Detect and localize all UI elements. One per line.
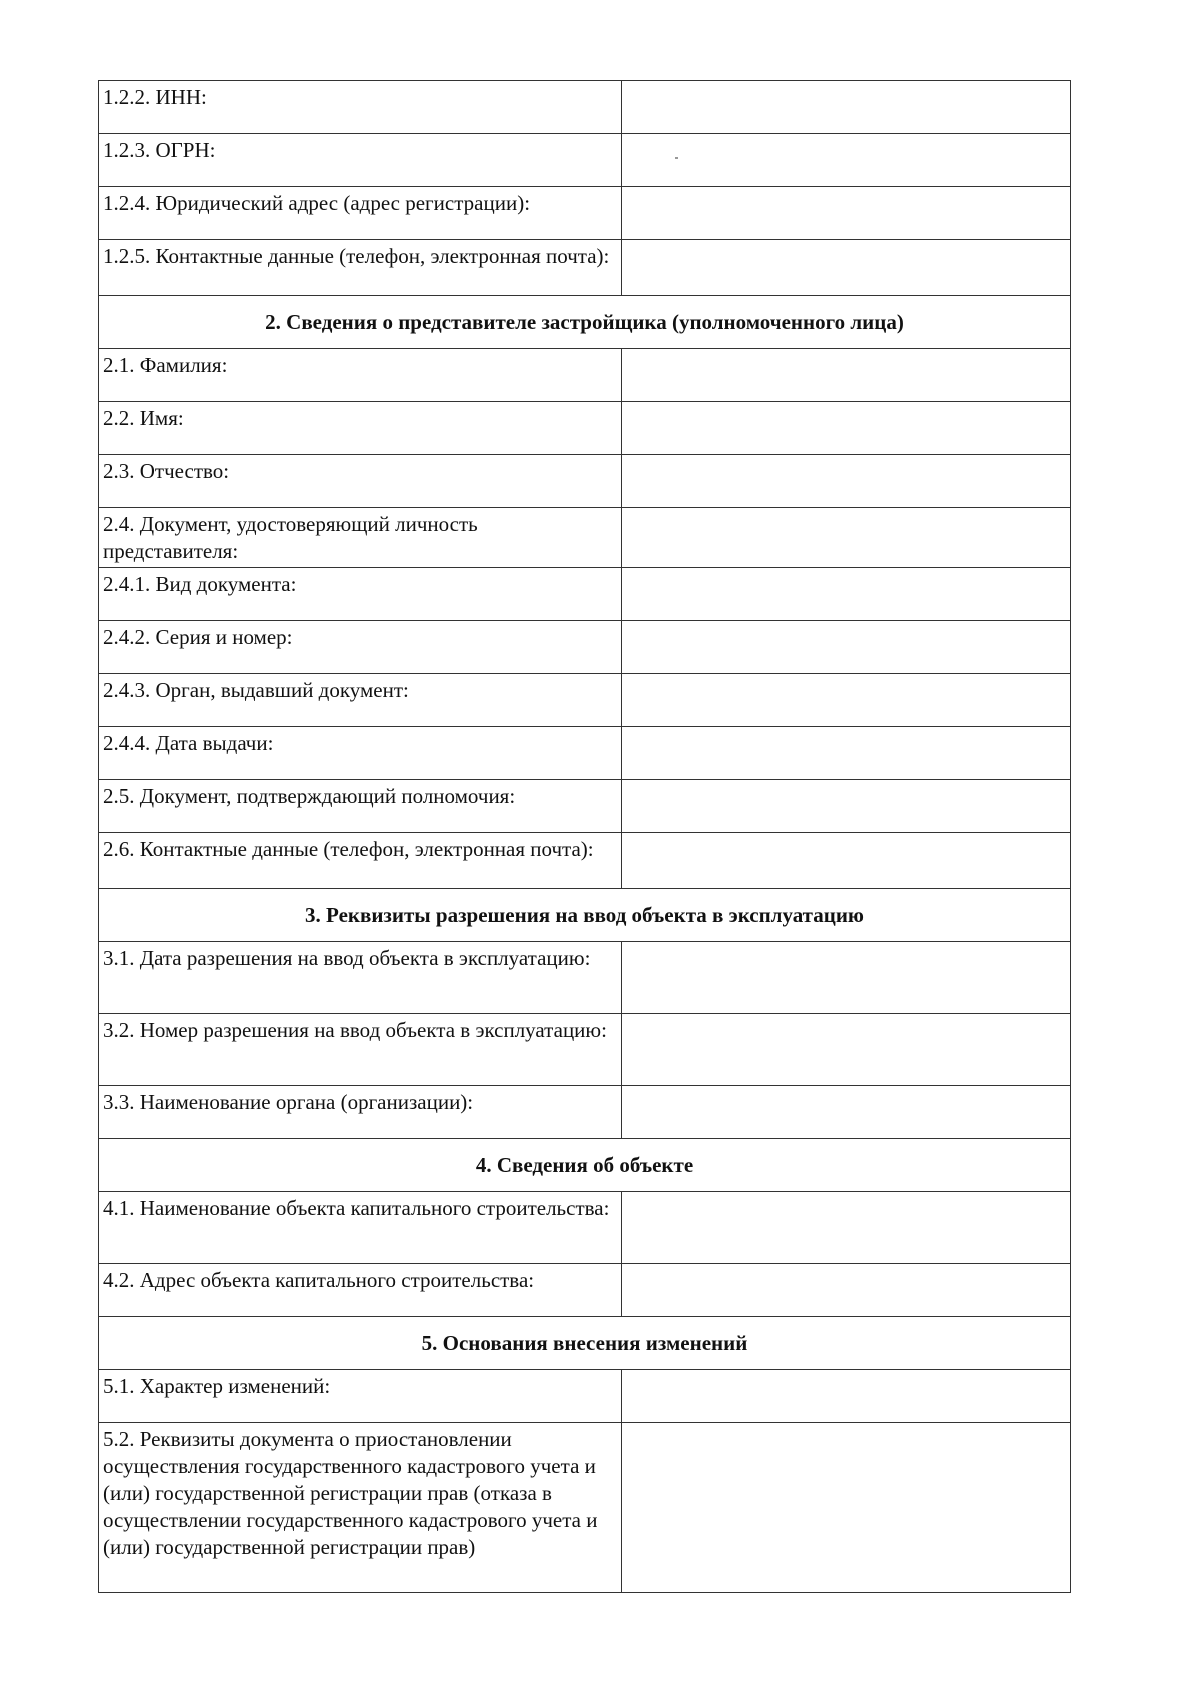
form-row-change-nature: [99, 1370, 1071, 1423]
form-row-object-name: [99, 1192, 1071, 1264]
field-label-ogrn: 1.2.3. ОГРН:: [99, 134, 622, 187]
field-value-surname[interactable]: [622, 349, 1071, 402]
section-heading-representative: 2. Сведения о представителе застройщика (уполномоченного лица): [99, 296, 1071, 349]
field-value-identity-document[interactable]: [622, 508, 1071, 568]
field-label-company-contacts: 1.2.5. Контактные данные (телефон, электронная почта):: [99, 240, 622, 296]
form-row-legal-address: [99, 187, 1071, 240]
field-value-object-address[interactable]: [622, 1264, 1071, 1317]
field-label-object-name: 4.1. Наименование объекта капитального строительства:: [99, 1192, 622, 1264]
field-label-patronymic: 2.3. Отчество:: [99, 455, 622, 508]
form-row-object-address: [99, 1264, 1071, 1317]
form-row-issue-date: [99, 727, 1071, 780]
field-value-issuing-authority[interactable]: [622, 674, 1071, 727]
form-row-permit-date: [99, 942, 1071, 1014]
field-value-object-name[interactable]: [622, 1192, 1071, 1264]
application-form-table: [98, 80, 1071, 1593]
field-label-authority-name: 3.3. Наименование органа (организации):: [99, 1086, 622, 1139]
section-heading-row-4: [99, 1139, 1071, 1192]
field-value-representative-contacts[interactable]: [622, 833, 1071, 889]
field-value-permit-date[interactable]: [622, 942, 1071, 1014]
field-value-issue-date[interactable]: [622, 727, 1071, 780]
field-label-object-address: 4.2. Адрес объекта капитального строительства:: [99, 1264, 622, 1317]
form-row-inn: [99, 81, 1071, 134]
form-row-permit-number: [99, 1014, 1071, 1086]
field-value-authority-document[interactable]: [622, 780, 1071, 833]
field-value-document-type[interactable]: [622, 568, 1071, 621]
form-row-name: [99, 402, 1071, 455]
field-value-name[interactable]: [622, 402, 1071, 455]
field-value-permit-number[interactable]: [622, 1014, 1071, 1086]
field-value-authority-name[interactable]: [622, 1086, 1071, 1139]
form-row-authority-document: [99, 780, 1071, 833]
section-heading-grounds: 5. Основания внесения изменений: [99, 1317, 1071, 1370]
field-value-company-contacts[interactable]: [622, 240, 1071, 296]
field-value-patronymic[interactable]: [622, 455, 1071, 508]
field-value-suspension-document[interactable]: [622, 1423, 1071, 1593]
section-heading-row-5: [99, 1317, 1071, 1370]
field-label-inn: 1.2.2. ИНН:: [99, 81, 622, 134]
field-value-change-nature[interactable]: [622, 1370, 1071, 1423]
section-heading-row-3: [99, 889, 1071, 942]
field-label-authority-document: 2.5. Документ, подтверждающий полномочия:: [99, 780, 622, 833]
form-row-identity-document: [99, 508, 1071, 568]
section-heading-row-2: [99, 296, 1071, 349]
form-row-series-number: [99, 621, 1071, 674]
field-label-representative-contacts: 2.6. Контактные данные (телефон, электронная почта):: [99, 833, 622, 889]
form-row-ogrn: [99, 134, 1071, 187]
form-row-representative-contacts: [99, 833, 1071, 889]
field-label-name: 2.2. Имя:: [99, 402, 622, 455]
field-label-permit-date: 3.1. Дата разрешения на ввод объекта в эксплуатацию:: [99, 942, 622, 1014]
field-value-ogrn[interactable]: [622, 134, 1071, 187]
field-label-legal-address: 1.2.4. Юридический адрес (адрес регистрации):: [99, 187, 622, 240]
section-heading-permit: 3. Реквизиты разрешения на ввод объекта в эксплуатацию: [99, 889, 1071, 942]
field-label-series-number: 2.4.2. Серия и номер:: [99, 621, 622, 674]
field-label-permit-number: 3.2. Номер разрешения на ввод объекта в эксплуатацию:: [99, 1014, 622, 1086]
field-value-inn[interactable]: [622, 81, 1071, 134]
form-row-suspension-document: [99, 1423, 1071, 1593]
form-row-company-contacts: [99, 240, 1071, 296]
field-value-legal-address[interactable]: [622, 187, 1071, 240]
form-row-document-type: [99, 568, 1071, 621]
field-label-identity-document: 2.4. Документ, удостоверяющий личность представителя:: [99, 508, 622, 568]
form-row-surname: [99, 349, 1071, 402]
form-row-patronymic: [99, 455, 1071, 508]
form-row-issuing-authority: [99, 674, 1071, 727]
field-label-issuing-authority: 2.4.3. Орган, выдавший документ:: [99, 674, 622, 727]
field-value-series-number[interactable]: [622, 621, 1071, 674]
form-row-authority-name: [99, 1086, 1071, 1139]
field-label-document-type: 2.4.1. Вид документа:: [99, 568, 622, 621]
field-label-surname: 2.1. Фамилия:: [99, 349, 622, 402]
section-heading-object: 4. Сведения об объекте: [99, 1139, 1071, 1192]
field-label-suspension-document: 5.2. Реквизиты документа о приостановлении осуществления государственного кадастрового учета и (или) государственной регистрации прав (отказа в осуществлении государственного кадастрового учета и (или) государственной регистрации прав): [99, 1423, 622, 1593]
field-label-change-nature: 5.1. Характер изменений:: [99, 1370, 622, 1423]
field-label-issue-date: 2.4.4. Дата выдачи:: [99, 727, 622, 780]
